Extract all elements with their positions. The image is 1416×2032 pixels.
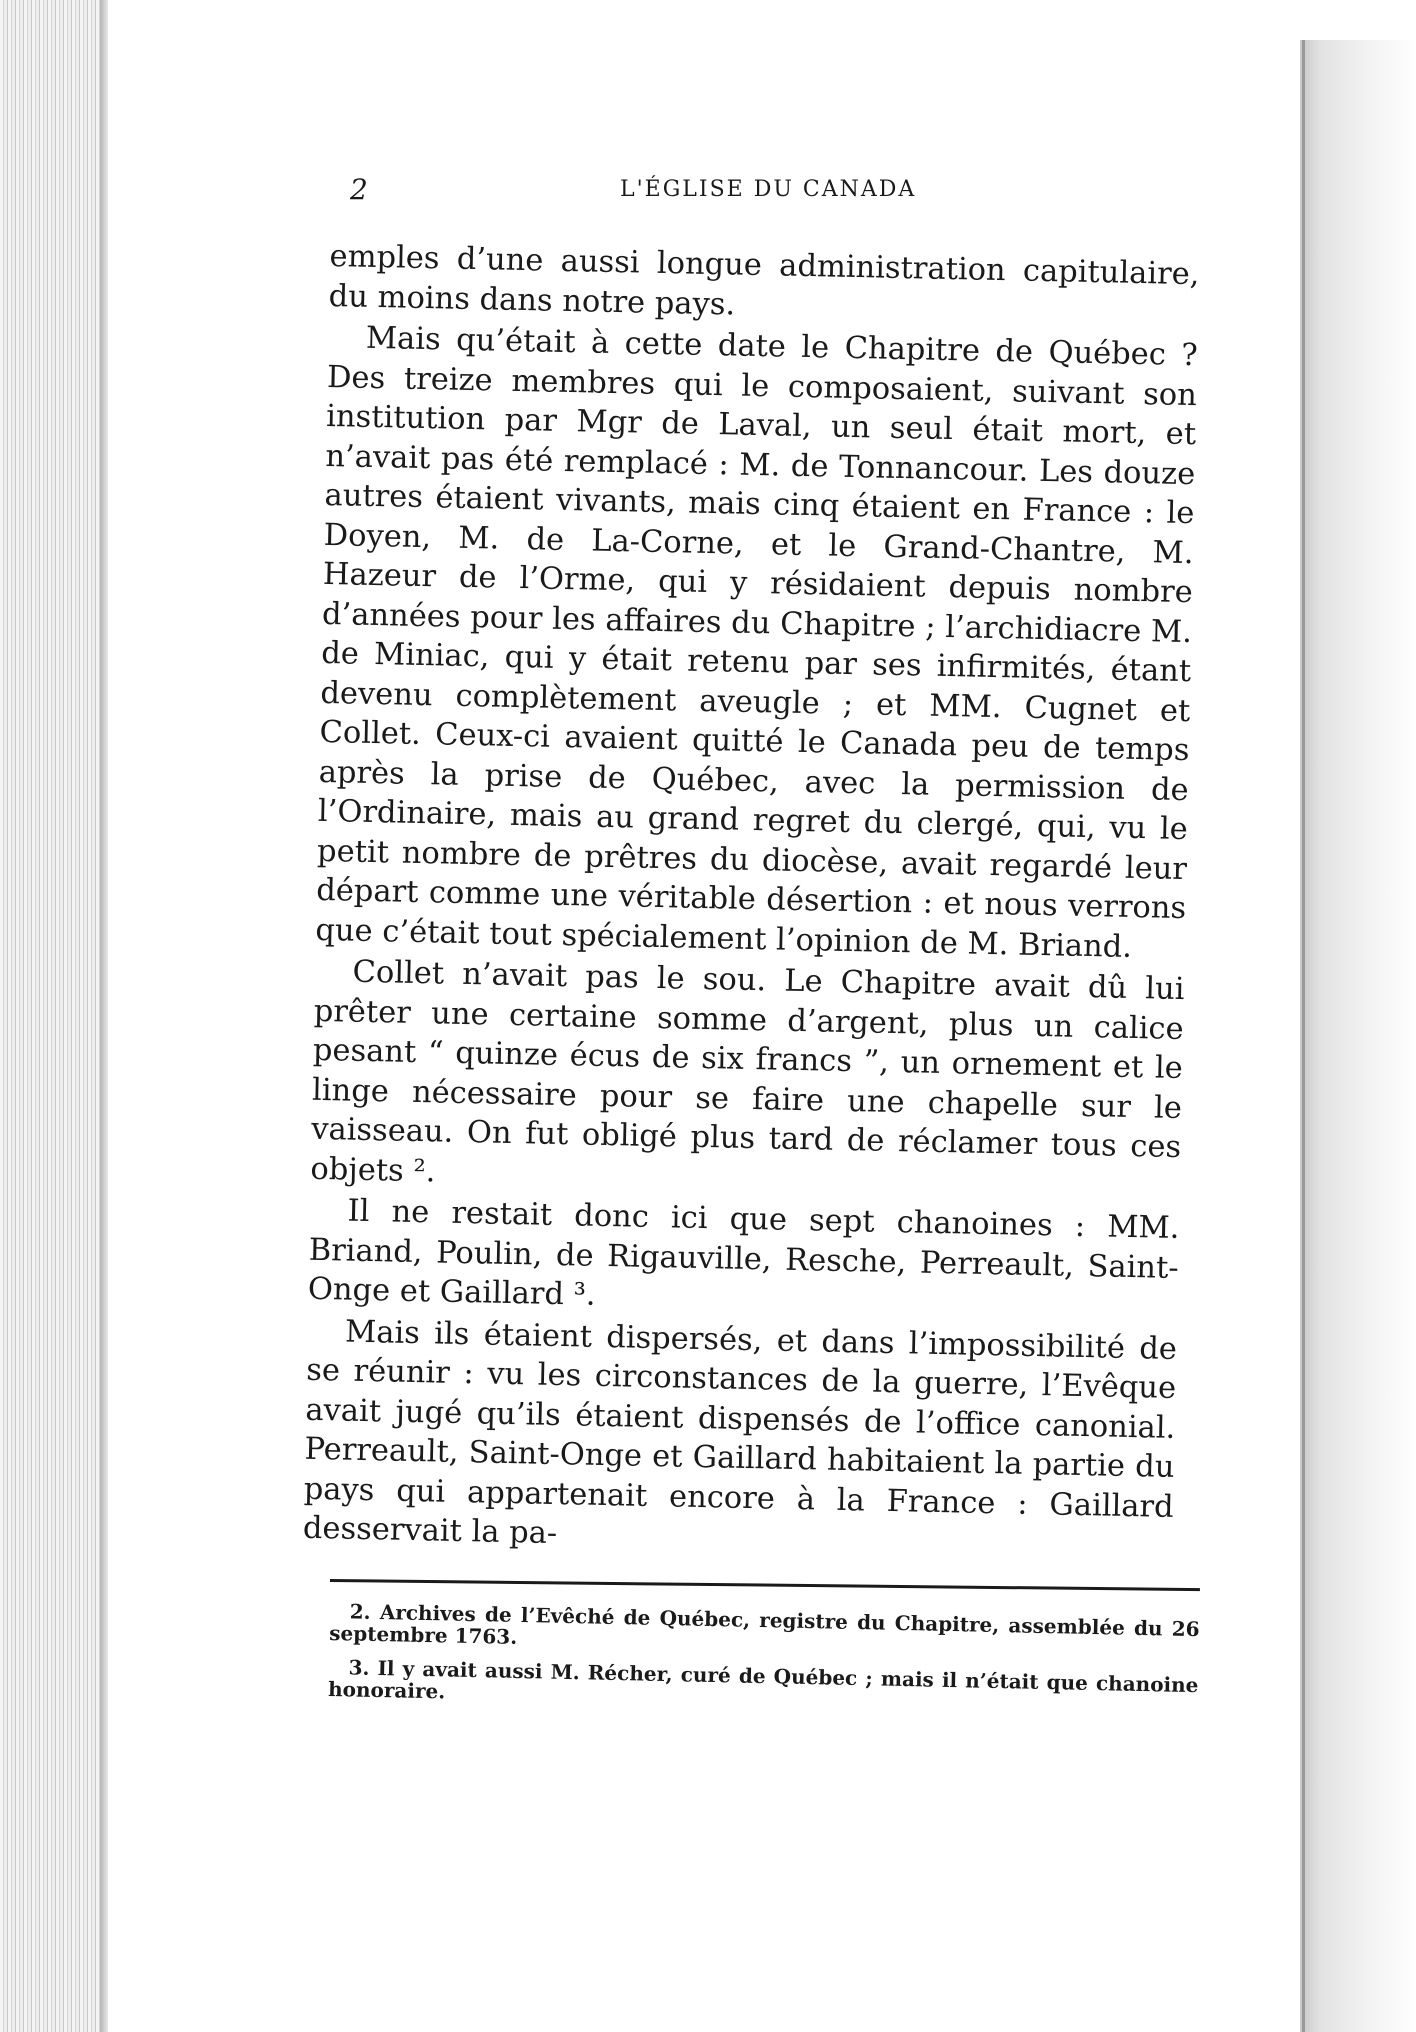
- footnote: 2. Archives de l’Evêché de Québec, registre du Chapitre, assemblée du 26 septembre 1763.: [329, 1598, 1200, 1649]
- binding-shadow: [100, 0, 108, 2032]
- footnotes: [328, 1600, 1200, 1718]
- paragraph: emples d’une aussi longue administration capitulaire, du moins dans notre pays.: [328, 238, 1200, 322]
- paragraph: Il ne restait donc ici que sept chanoines : MM. Briand, Poulin, de Rigauville, Resche, Perreault, Saint-Onge et Gaillard ³.: [307, 1193, 1180, 1313]
- page-number: 2: [350, 173, 368, 206]
- paragraph: Mais qu’était à cette date le Chapitre de Québec ? Des treize membres qui le composaient, suivant son institution par Mgr de Laval, un seul était mort, et n’avait pas été remplacé : M. de Tonnancour. Les douze autres étaient vivants, mais cinq étaient en France : le Doyen, M. de La-Corne, et le Grand-Chantre, M. Hazeur de l’Orme, qui y résidaient depuis nombre d’années pour les affaires du Chapitre ; l’archidiacre M. de Miniac, qui y était retenu par ses infirmités, étant devenu complètement aveugle ; et MM. Cugnet et Collet. Ceux-ci avaient quitté le Canada peu de temps après la prise de Québec, avec la permission de l’Ordinaire, mais au grand regret du clergé, qui, vu le petit nombre de prêtres du diocèse, avait regardé leur départ comme une véritable désertion : et nous verrons que c’était tout spécialement l’opinion de M. Briand.: [315, 320, 1199, 965]
- footnote-rule: [330, 1579, 1200, 1591]
- paragraph: Collet n’avait pas le sou. Le Chapitre avait dû lui prêter une certaine somme d’argent, plus un calice pesant “ quinze écus de six francs ”, un ornement et le linge nécessaire pour se faire une chapelle sur le vaisseau. On fut obligé plus tard de réclamer tous ces objets ².: [310, 954, 1185, 1189]
- footnote: 3. Il y avait aussi M. Récher, curé de Québec ; mais il n’était que chanoine honoraire.: [327, 1654, 1199, 1703]
- running-title: L'ÉGLISE DU CANADA: [620, 177, 917, 202]
- page-edge-line: [1302, 40, 1305, 2032]
- body-text: [303, 237, 1200, 1566]
- book-binding-edge: [0, 0, 105, 2032]
- paragraph: Mais ils étaient dispersés, et dans l’impossibilité de se réunir : vu les circonstances de la guerre, l’Evêque avait jugé qu’ils étaient dispensés de l’office canonial. Perreault, Saint-Onge et Gaillard habitaient la partie du pays qui appartenait encore à la France : Gaillard desservait la pa-: [302, 1314, 1178, 1552]
- book-page: [302, 165, 1200, 1712]
- next-page-edge: [1300, 40, 1416, 2032]
- running-head: [330, 165, 1200, 215]
